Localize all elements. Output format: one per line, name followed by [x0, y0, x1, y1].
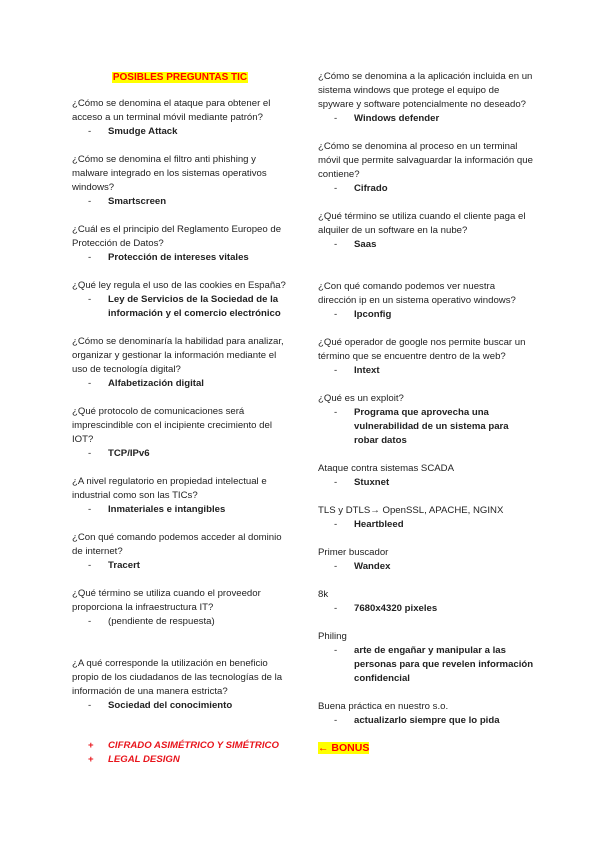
answer: Programa que aprovecha una vulnerabilidad de un sistema para robar datos [354, 407, 509, 446]
extra-item [72, 753, 288, 767]
question: Philing [318, 631, 347, 642]
plus-bullet: + [88, 754, 94, 765]
qa-block [318, 504, 534, 532]
dash-bullet: - [334, 715, 338, 726]
qa-block [318, 462, 534, 490]
answer: Stuxnet [354, 477, 390, 488]
answer: arte de engañar y manipular a las personas para que revelen información confidencial [354, 645, 534, 684]
dash-bullet: - [334, 519, 338, 530]
plus-bullet: + [88, 740, 94, 751]
question: ¿Qué término se utiliza cuando el cliente paga el alquiler de un software en la nube? [318, 211, 526, 236]
qa-block [318, 700, 534, 728]
question: ¿Con qué comando podemos ver nuestra dirección ip en un sistema operativo windows? [318, 281, 516, 306]
dash-bullet: - [334, 407, 338, 418]
dash-bullet: - [334, 113, 338, 124]
qa-block [72, 405, 288, 461]
answer: Alfabetización digital [108, 378, 204, 389]
dash-bullet: - [88, 560, 92, 571]
answer-row [72, 615, 288, 629]
answer-row [318, 644, 534, 686]
answer-row [318, 308, 534, 322]
title-highlight: POSIBLES PREGUNTAS TIC [112, 72, 248, 83]
extra-text: CIFRADO ASIMÉTRICO Y SIMÉTRICO [108, 740, 279, 751]
question: Buena práctica en nuestro s.o. [318, 701, 449, 712]
answer: Tracert [108, 560, 140, 571]
qa-block [72, 223, 288, 265]
question: 8k [318, 589, 329, 600]
dash-bullet: - [334, 309, 338, 320]
dash-bullet: - [88, 294, 92, 305]
answer-row [318, 518, 534, 532]
dash-bullet: - [334, 561, 338, 572]
answer: Cifrado [354, 183, 388, 194]
answer: Intext [354, 365, 380, 376]
answer-row [72, 125, 288, 139]
extra-text: LEGAL DESIGN [108, 754, 180, 765]
question: ¿Con qué comando podemos acceder al dominio de internet? [72, 532, 282, 557]
qa-block [318, 140, 534, 196]
question: ¿Qué término se utiliza cuando el proveedor proporciona la infraestructura IT? [72, 588, 261, 613]
answer-row [318, 714, 534, 728]
answer: Ipconfig [354, 309, 392, 320]
answer-row [72, 293, 288, 321]
answer-row [318, 112, 534, 126]
extra-item [72, 739, 288, 753]
answer: actualizarlo siempre que lo pida [354, 715, 500, 726]
bonus-highlight: ← BONUS [318, 742, 370, 754]
qa-block [72, 335, 288, 391]
question: ¿Cómo se denomina el filtro anti phishing y malware integrado en los sistemas operativos windows? [72, 154, 267, 193]
qa-block [72, 279, 288, 321]
answer-row [318, 406, 534, 448]
dash-bullet: - [334, 477, 338, 488]
question: ¿Qué ley regula el uso de las cookies en España? [72, 280, 286, 291]
question: ¿A nivel regulatorio en propiedad intelectual e industrial como son las TICs? [72, 476, 267, 501]
dash-bullet: - [88, 700, 92, 711]
qa-block [318, 546, 534, 574]
answer-row [72, 503, 288, 517]
answer-row [72, 559, 288, 573]
answer: 7680x4320 pixeles [354, 603, 438, 614]
bonus-label [318, 742, 534, 754]
qa-block [72, 97, 288, 139]
dash-bullet: - [88, 196, 92, 207]
dash-bullet: - [88, 504, 92, 515]
answer-row [72, 699, 288, 713]
page-title [72, 72, 288, 83]
answer: Sociedad del conocimiento [108, 700, 233, 711]
answer-row [318, 238, 534, 252]
qa-block [318, 630, 534, 686]
question: Ataque contra sistemas SCADA [318, 463, 454, 474]
qa-block [72, 531, 288, 573]
dash-bullet: - [88, 616, 92, 627]
question: TLS y DTLS→ OpenSSL, APACHE, NGINX [318, 505, 504, 516]
qa-block [318, 280, 534, 322]
question: ¿Qué es un exploit? [318, 393, 404, 404]
qa-block [318, 588, 534, 616]
answer-row [318, 182, 534, 196]
answer: Inmateriales e intangibles [108, 504, 226, 515]
answer-row [72, 447, 288, 461]
dash-bullet: - [334, 239, 338, 250]
qa-block [72, 475, 288, 517]
qa-block [318, 210, 534, 252]
answer: Wandex [354, 561, 391, 572]
dash-bullet: - [88, 252, 92, 263]
answer-row [72, 195, 288, 209]
answer: Windows defender [354, 113, 440, 124]
dash-bullet: - [88, 448, 92, 459]
answer: Saas [354, 239, 377, 250]
question: ¿Cómo se denomina a la aplicación incluida en un sistema windows que protege el equipo de spyware y software potencialmente no deseado? [318, 71, 533, 110]
dash-bullet: - [334, 645, 338, 656]
left-column [72, 70, 288, 767]
answer: Smudge Attack [108, 126, 178, 137]
extras-list [72, 739, 288, 767]
qa-block [318, 336, 534, 378]
qa-block [72, 153, 288, 209]
answer: TCP/IPv6 [108, 448, 150, 459]
answer-row [318, 476, 534, 490]
answer-row [318, 602, 534, 616]
answer-row [72, 377, 288, 391]
question: ¿Cómo se denominaría la habilidad para analizar, organizar y gestionar la información mediante el uso de tecnología digital? [72, 336, 284, 375]
qa-block [318, 392, 534, 448]
qa-block [72, 587, 288, 629]
question: ¿A qué corresponde la utilización en beneficio propio de los ciudadanos de las tecnologías de la información de una manera estricta? [72, 658, 283, 697]
answer: Heartbleed [354, 519, 404, 530]
answer: Smartscreen [108, 196, 167, 207]
answer-row [318, 364, 534, 378]
question: Primer buscador [318, 547, 389, 558]
qa-block [318, 70, 534, 126]
dash-bullet: - [88, 126, 92, 137]
question: ¿Cómo se denomina al proceso en un terminal móvil que permite salvaguardar la información que contiene? [318, 141, 533, 180]
answer: Ley de Servicios de la Sociedad de la información y el comercio electrónico [108, 294, 281, 319]
dash-bullet: - [334, 183, 338, 194]
dash-bullet: - [334, 603, 338, 614]
question: ¿Qué operador de google nos permite buscar un término que se encuentre dentro de la web? [318, 337, 526, 362]
question: ¿Cómo se denomina el ataque para obtener el acceso a un terminal móvil mediante patrón? [72, 98, 271, 123]
qa-block [72, 657, 288, 713]
answer: Protección de intereses vitales [108, 252, 249, 263]
question: ¿Cuál es el principio del Reglamento Europeo de Protección de Datos? [72, 224, 282, 249]
question: ¿Qué protocolo de comunicaciones será imprescindible con el incipiente crecimiento del IOT? [72, 406, 272, 445]
answer-row [318, 560, 534, 574]
answer: (pendiente de respuesta) [108, 616, 215, 627]
answer-row [72, 251, 288, 265]
dash-bullet: - [334, 365, 338, 376]
right-column [318, 70, 534, 754]
dash-bullet: - [88, 378, 92, 389]
